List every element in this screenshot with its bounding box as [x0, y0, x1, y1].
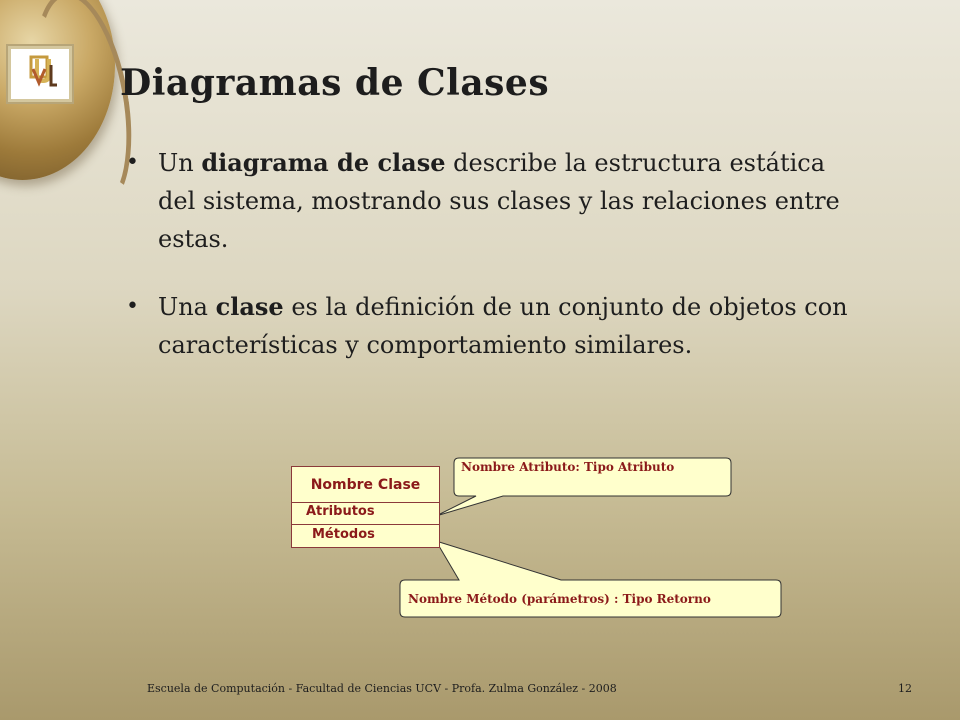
uml-class-box [291, 466, 440, 548]
bullet-text-bold: clase [215, 292, 284, 321]
class-name-compartment: Nombre Clase [292, 467, 439, 503]
attribute-callout-label: Nombre Atributo: Tipo Atributo [461, 460, 675, 474]
page-number: 12 [898, 682, 912, 695]
attributes-compartment: Atributos [292, 503, 439, 525]
bullet-dot: • [126, 150, 139, 175]
bullet-text-pre: Una [158, 293, 216, 321]
slide-title: Diagramas de Clases [120, 62, 550, 104]
bullet-dot: • [126, 294, 139, 319]
method-callout-label: Nombre Método (parámetros) : Tipo Retorno [408, 592, 711, 606]
bullet-text-bold: diagrama de clase [201, 148, 446, 177]
bullet-text-pre: Un [158, 149, 202, 177]
bullet-text-post: describe la estructura estática del sistema, mostrando sus clases y las relaciones entre estas. [158, 149, 840, 253]
bullet-text-post: es la definición de un conjunto de objetos con características y comportamiento similares. [158, 293, 848, 359]
footer-text: Escuela de Computación - Facultad de Ciencias UCV - Profa. Zulma González - 2008 [147, 682, 617, 695]
methods-compartment: Métodos [312, 527, 375, 542]
